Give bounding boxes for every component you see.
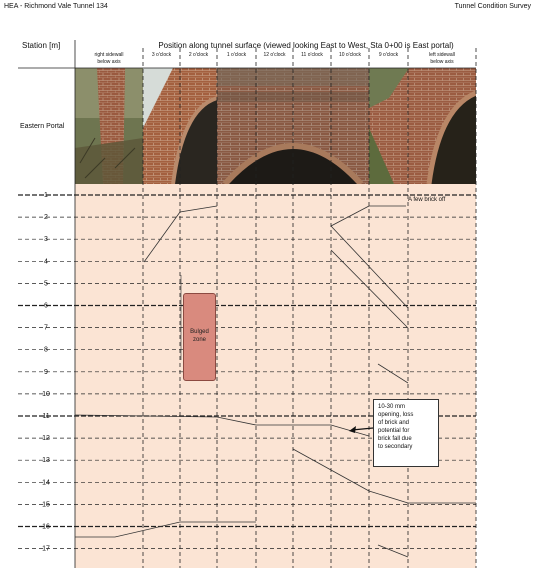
grid-background [75,184,476,568]
callout-line: brick fall due [378,436,412,442]
station-label: 15 [42,501,50,509]
header-right: Tunnel Condition Survey [454,3,531,10]
col-label-right-sidewall: right sidewall below axis [94,52,124,65]
station-label: 12 [42,435,50,443]
position-title: Position along tunnel surface (viewed looking East to West, Sta 0+00 is East portal) [158,41,454,50]
station-label: 8 [44,346,48,354]
station-label: 17 [42,545,50,553]
col-label-left-sidewall: left sidewall below axis [429,52,455,65]
callout-line: opening, loss [378,412,414,418]
station-label: 3 [44,236,48,244]
col-label-3-oclock: 3 o'clock [151,52,172,58]
station-label: 4 [44,258,48,266]
callout-line: to secondary [378,444,413,450]
col-label-12-oclock: 12 o'clock [263,52,286,58]
col-label-9-oclock: 9 o'clock [378,52,399,58]
callout-box [373,399,439,467]
station-label: 9 [44,368,48,376]
station-label: 14 [42,479,50,487]
station-column-title: Station [m] [22,41,61,50]
eastern-portal-label: Eastern Portal [20,123,65,130]
callout-line: of brick and [378,420,410,426]
bulged-zone-box [183,293,216,381]
station-label: 16 [42,523,50,531]
station-label: 10 [42,390,50,398]
col-label-11-oclock: 11 o'clock [301,52,323,58]
station-label: 13 [42,457,50,465]
station-label: 1 [44,192,48,199]
station-label: 7 [44,324,48,332]
col-label-2-oclock: 2 o'clock [188,52,209,58]
bulged-zone-label: Bulged zone [190,329,209,343]
header-left: HEA - Richmond Vale Tunnel 134 [4,3,108,10]
callout-line: 10-30 mm [378,404,406,410]
callout-line: potential for [378,428,410,434]
col-label-1-oclock: 1 o'clock [226,52,247,58]
annotation-brick-off: A few brick off [408,197,446,203]
station-labels [42,192,50,553]
station-label: 6 [44,302,48,310]
station-label: 11 [42,413,50,420]
station-label: 2 [44,214,48,222]
station-label: 5 [44,280,48,288]
col-label-10-oclock: 10 o'clock [338,52,362,58]
